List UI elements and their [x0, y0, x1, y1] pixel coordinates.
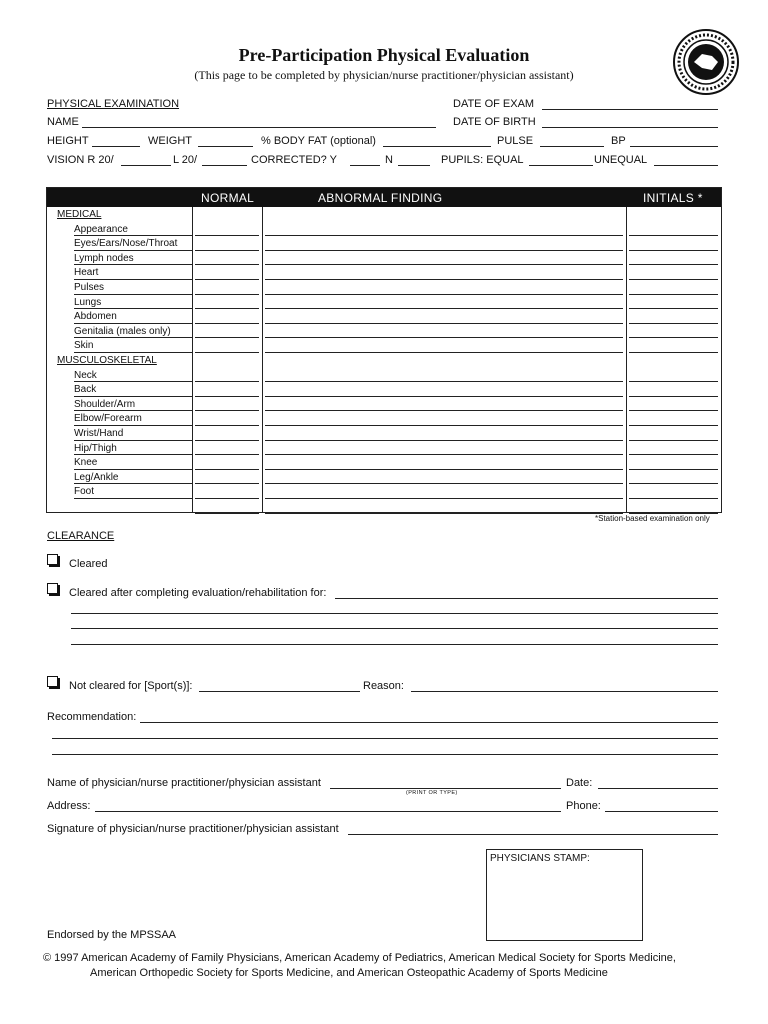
item-leader-line	[74, 440, 192, 441]
item-leader-line	[74, 410, 192, 411]
abnormal-finding-cell[interactable]	[265, 396, 623, 397]
bp-label: BP	[611, 135, 626, 147]
medical-item-label: Pulses	[74, 282, 105, 293]
recommendation-continuation-line[interactable]	[52, 738, 718, 739]
abnormal-finding-cell[interactable]	[265, 483, 623, 484]
item-leader-line	[74, 264, 192, 265]
bp-field[interactable]	[630, 146, 718, 147]
reason-label: Reason:	[363, 680, 404, 692]
signature-field[interactable]	[348, 834, 718, 835]
initials-cell[interactable]	[629, 469, 718, 470]
musculoskeletal-item-label: Wrist/Hand	[74, 428, 124, 439]
exam-findings-table	[46, 187, 722, 513]
item-leader-line	[74, 308, 192, 309]
recommendation-field[interactable]	[140, 722, 718, 723]
copyright-line-1: © 1997 American Academy of Family Physicians, American Academy of Pediatrics, American Medical Society for Sports Medicine,	[43, 952, 676, 964]
cleared-checkbox[interactable]	[47, 554, 58, 565]
item-leader-line	[74, 235, 192, 236]
medical-item-label: Eyes/Ears/Nose/Throat	[74, 238, 178, 250]
clearance-heading: CLEARANCE	[47, 530, 115, 542]
address-field[interactable]	[95, 811, 561, 812]
normal-cell[interactable]	[195, 337, 259, 338]
weight-label: WEIGHT	[148, 135, 192, 147]
item-leader-line	[74, 483, 192, 484]
musculoskeletal-heading: MUSCULOSKELETAL	[57, 355, 157, 366]
abnormal-finding-cell[interactable]	[265, 279, 623, 280]
table-header	[47, 188, 721, 207]
normal-cell[interactable]	[195, 294, 259, 295]
physician-name-field[interactable]	[330, 788, 561, 789]
recommendation-continuation-line[interactable]	[52, 754, 718, 755]
item-leader-line	[74, 323, 192, 324]
physical-examination-heading: PHYSICAL EXAMINATION	[47, 98, 180, 110]
normal-cell[interactable]	[195, 250, 259, 251]
page-subtitle: (This page to be completed by physician/nurse practitioner/physician assistant)	[194, 68, 574, 82]
musculoskeletal-item-label: Back	[74, 384, 97, 396]
normal-cell[interactable]	[195, 498, 259, 499]
musculoskeletal-item-label: Foot	[74, 486, 95, 498]
abnormal-finding-cell[interactable]	[265, 264, 623, 265]
not-cleared-sports-field[interactable]	[199, 691, 360, 692]
medical-item-label: Lymph nodes	[74, 252, 134, 264]
initials-cell[interactable]	[629, 440, 718, 441]
pupils-unequal-field[interactable]	[654, 165, 718, 166]
initials-cell[interactable]	[629, 396, 718, 397]
name-field[interactable]	[82, 127, 436, 128]
medical-item-label: Abdomen	[74, 311, 117, 323]
initials-cell[interactable]	[629, 337, 718, 338]
abnormal-finding-cell[interactable]	[265, 337, 623, 338]
abnormal-finding-cell[interactable]	[265, 235, 623, 236]
name-label: NAME	[47, 116, 79, 128]
initials-cell[interactable]	[629, 454, 718, 455]
normal-column-header: NORMAL	[201, 191, 255, 205]
date-of-exam-label: DATE OF EXAM	[453, 98, 535, 110]
address-label: Address:	[47, 800, 91, 812]
musculoskeletal-item-label: Knee	[74, 457, 98, 469]
normal-cell[interactable]	[195, 264, 259, 265]
normal-cell[interactable]	[195, 381, 259, 382]
normal-cell[interactable]	[195, 308, 259, 309]
corrected-y-field[interactable]	[350, 165, 380, 166]
column-divider	[192, 207, 193, 512]
weight-field[interactable]	[198, 146, 253, 147]
corrected-n-label: N	[385, 154, 393, 166]
normal-cell[interactable]	[195, 396, 259, 397]
initials-cell[interactable]	[629, 279, 718, 280]
initials-cell[interactable]	[629, 264, 718, 265]
initials-cell[interactable]	[629, 425, 718, 426]
musculoskeletal-item-label: Leg/Ankle	[74, 471, 119, 483]
date-of-birth-field[interactable]	[542, 127, 718, 128]
initials-cell[interactable]	[629, 498, 718, 499]
physicians-stamp-box[interactable]	[486, 849, 643, 941]
cleared-after-field[interactable]	[335, 598, 718, 599]
column-divider	[262, 207, 263, 512]
medical-item-label: Genitalia (males only)	[74, 325, 171, 337]
item-leader-line	[74, 279, 192, 280]
date-field[interactable]	[598, 788, 718, 789]
normal-cell[interactable]	[195, 425, 259, 426]
abnormal-finding-cell[interactable]	[265, 323, 623, 324]
normal-cell[interactable]	[195, 279, 259, 280]
physicians-stamp-label: PHYSICIANS STAMP:	[490, 853, 590, 864]
vision-r-label: VISION R 20/	[47, 154, 114, 166]
item-leader-line	[74, 294, 192, 295]
date-of-birth-label: DATE OF BIRTH	[453, 116, 536, 128]
initials-cell[interactable]	[629, 308, 718, 309]
date-of-exam-field[interactable]	[542, 109, 718, 110]
medical-item-label: Heart	[74, 267, 99, 279]
abnormal-finding-cell[interactable]	[265, 425, 623, 426]
page-title: Pre-Participation Physical Evaluation	[238, 45, 530, 65]
item-leader-line	[74, 498, 192, 499]
normal-cell[interactable]	[195, 513, 259, 514]
cleared-after-label: Cleared after completing evaluation/rehabilitation for:	[69, 587, 327, 599]
abnormal-finding-cell[interactable]	[265, 250, 623, 251]
cleared-label: Cleared	[69, 558, 108, 570]
initials-cell[interactable]	[629, 294, 718, 295]
abnormal-finding-cell[interactable]	[265, 352, 623, 353]
print-or-type-hint: (PRINT OR TYPE)	[406, 790, 458, 796]
item-leader-line	[74, 250, 192, 251]
musculoskeletal-item-label: Shoulder/Arm	[74, 398, 136, 410]
item-leader-line	[74, 469, 192, 470]
cleared-after-continuation-line[interactable]	[71, 628, 718, 629]
column-divider	[626, 207, 627, 512]
abnormal-finding-cell[interactable]	[265, 454, 623, 455]
abnormal-finding-cell[interactable]	[265, 498, 623, 499]
medical-item-label: Lungs	[74, 296, 102, 308]
abnormal-finding-cell[interactable]	[265, 513, 623, 514]
medical-item-label: Appearance	[74, 223, 128, 235]
pulse-field[interactable]	[540, 146, 604, 147]
unequal-label: UNEQUAL	[594, 154, 648, 166]
phone-label: Phone:	[566, 800, 601, 812]
body-fat-field[interactable]	[383, 146, 491, 147]
pupils-label: PUPILS: EQUAL	[441, 154, 524, 166]
abnormal-finding-cell[interactable]	[265, 469, 623, 470]
pulse-label: PULSE	[497, 135, 534, 147]
not-cleared-checkbox[interactable]	[47, 676, 58, 687]
abnormal-finding-cell[interactable]	[265, 440, 623, 441]
medical-item-label: Skin	[74, 340, 94, 352]
item-leader-line	[74, 381, 192, 382]
not-cleared-label: Not cleared for [Sport(s)]:	[69, 680, 193, 692]
abnormal-finding-cell[interactable]	[265, 308, 623, 309]
abnormal-finding-cell[interactable]	[265, 381, 623, 382]
height-label: HEIGHT	[47, 135, 89, 147]
abnormal-finding-cell[interactable]	[265, 294, 623, 295]
normal-cell[interactable]	[195, 323, 259, 324]
vision-r-field[interactable]	[121, 165, 171, 166]
normal-cell[interactable]	[195, 410, 259, 411]
item-leader-line	[74, 425, 192, 426]
normal-cell[interactable]	[195, 352, 259, 353]
normal-cell[interactable]	[195, 440, 259, 441]
initials-cell[interactable]	[629, 235, 718, 236]
body-fat-label: % BODY FAT (optional)	[261, 135, 376, 147]
normal-cell[interactable]	[195, 454, 259, 455]
corrected-label: CORRECTED? Y	[251, 154, 337, 166]
station-based-footnote: *Station-based examination only	[595, 514, 710, 523]
item-leader-line	[74, 396, 192, 397]
mpssaa-seal-logo	[672, 28, 740, 96]
recommendation-label: Recommendation:	[47, 711, 137, 723]
normal-cell[interactable]	[195, 469, 259, 470]
cleared-after-continuation-line[interactable]	[71, 644, 718, 645]
musculoskeletal-item-label: Neck	[74, 369, 97, 381]
signature-label: Signature of physician/nurse practitioner/physician assistant	[47, 823, 339, 835]
endorsed-by-text: Endorsed by the MPSSAA	[47, 929, 177, 941]
initials-cell[interactable]	[629, 250, 718, 251]
medical-heading: MEDICAL	[57, 209, 102, 220]
abnormal-finding-column-header: ABNORMAL FINDING	[318, 191, 443, 205]
normal-cell[interactable]	[195, 483, 259, 484]
cleared-after-evaluation-checkbox[interactable]	[47, 583, 58, 594]
vision-l-label: L 20/	[173, 154, 198, 166]
initials-cell[interactable]	[629, 352, 718, 353]
normal-cell[interactable]	[195, 235, 259, 236]
item-leader-line	[74, 454, 192, 455]
initials-cell[interactable]	[629, 410, 718, 411]
date-label: Date:	[566, 777, 593, 789]
musculoskeletal-item-label: Elbow/Forearm	[74, 413, 142, 425]
vision-l-field[interactable]	[202, 165, 247, 166]
initials-cell[interactable]	[629, 381, 718, 382]
copyright-line-2: American Orthopedic Society for Sports Medicine, and American Osteopathic Academy of Sports Medicine	[90, 967, 608, 979]
phone-field[interactable]	[605, 811, 718, 812]
pupils-equal-field[interactable]	[529, 165, 593, 166]
item-leader-line	[74, 337, 192, 338]
initials-column-header: INITIALS *	[643, 191, 703, 205]
height-field[interactable]	[92, 146, 140, 147]
corrected-n-field[interactable]	[398, 165, 430, 166]
physician-name-label: Name of physician/nurse practitioner/physician assistant	[47, 777, 321, 789]
initials-cell[interactable]	[629, 323, 718, 324]
abnormal-finding-cell[interactable]	[265, 410, 623, 411]
musculoskeletal-item-label: Hip/Thigh	[74, 442, 117, 454]
cleared-after-continuation-line[interactable]	[71, 613, 718, 614]
reason-field[interactable]	[411, 691, 718, 692]
initials-cell[interactable]	[629, 483, 718, 484]
item-leader-line	[74, 352, 192, 353]
